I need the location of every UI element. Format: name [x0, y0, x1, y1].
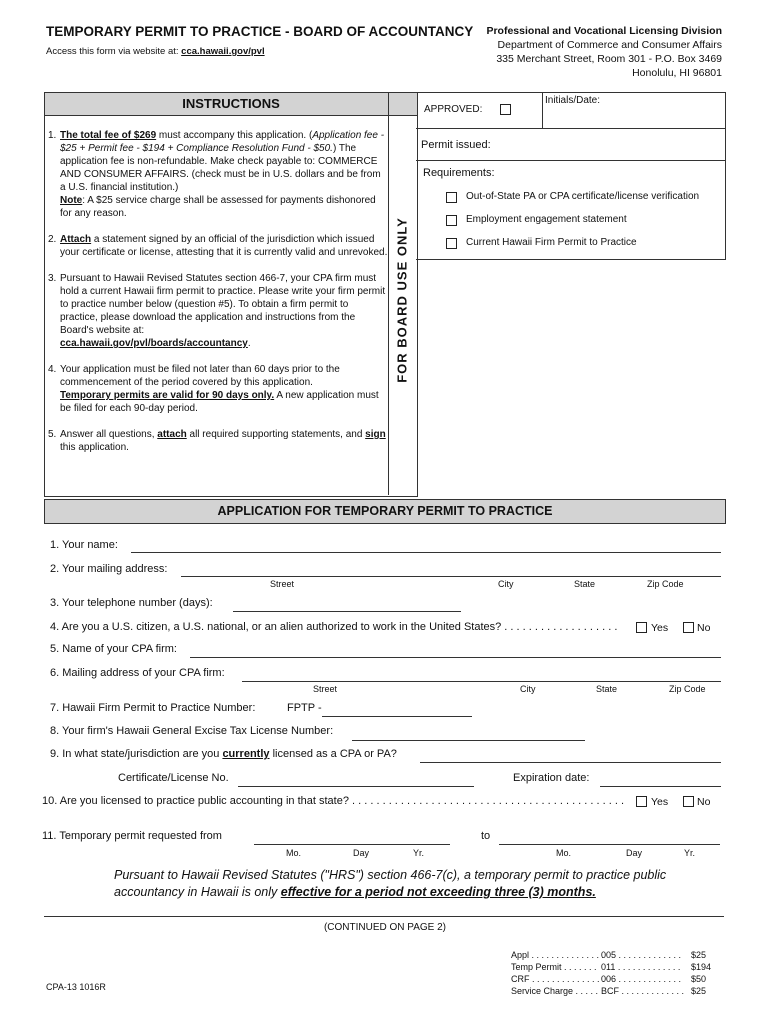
req3-label: Current Hawaii Firm Permit to Practice — [466, 237, 637, 248]
from-day: Day — [353, 848, 370, 858]
telephone-field[interactable] — [233, 611, 461, 612]
firm-zip-label: Zip Code — [669, 684, 706, 694]
q5-label: 5. Name of your CPA firm: — [50, 643, 177, 655]
instruction-3: 3. Pursuant to Hawaii Revised Statutes section 466-7, your CPA firm must hold a current Hawaii firm permit to practice. Please write your firm permit to practice number below (question #5). To obtain a firm permit to practice, please download the application and instructions from the Board's website at: cca.hawaii.gov/pvl/boards/accountancy. — [48, 273, 386, 349]
to-day: Day — [626, 848, 643, 858]
q4-yes-checkbox[interactable] — [636, 622, 647, 633]
initials-divider — [542, 92, 543, 128]
permit-divider — [416, 160, 725, 161]
form-title: TEMPORARY PERMIT TO PRACTICE - BOARD OF ACCOUNTANCY — [46, 24, 474, 39]
q4-no-checkbox[interactable] — [683, 622, 694, 633]
permit-to-field[interactable] — [499, 844, 720, 845]
instruction-1: 1. The total fee of $269 must accompany this application. (Application fee - $25 + Permit fee - $194 + Compliance Resolution Fund - $50.) The application fee is non-refundable. Make check payable to: COMMERCE AND CONSUMER AFFAIRS. (check must be in U.S. dollars and be from a U.S. financial institution.) Note: A $25 service charge shall be assessed for payments dishonored for any reason. — [48, 130, 385, 219]
board-row-divider — [416, 128, 725, 129]
req2-checkbox[interactable] — [446, 215, 457, 226]
name-field[interactable] — [131, 552, 721, 553]
footer-divider — [44, 916, 724, 917]
zip-label: Zip Code — [647, 579, 684, 589]
agency-block — [486, 24, 722, 80]
q2-label: 2. Your mailing address: — [50, 563, 168, 575]
application-heading: APPLICATION FOR TEMPORARY PERMIT TO PRACTICE — [44, 499, 726, 524]
to-yr: Yr. — [684, 848, 696, 858]
permit-from-field[interactable] — [254, 844, 450, 845]
approved-checkbox[interactable] — [500, 104, 511, 115]
q10-yes-label: Yes — [651, 796, 669, 808]
exp-date-field[interactable] — [600, 786, 721, 787]
street-label: Street — [270, 579, 295, 589]
from-mo: Mo. — [286, 848, 302, 858]
q9-label: 9. In what state/jurisdiction are you currently licensed as a CPA or PA? — [50, 748, 397, 760]
to-mo: Mo. — [556, 848, 572, 858]
instructions-list — [48, 129, 388, 454]
q10-no-label: No — [697, 796, 711, 808]
q10-no-checkbox[interactable] — [683, 796, 694, 807]
firm-city-label: City — [520, 684, 536, 694]
req2-label: Employment engagement statement — [466, 214, 627, 225]
from-yr: Yr. — [413, 848, 425, 858]
fptp-prefix: FPTP - — [287, 702, 322, 714]
exp-date-label: Expiration date: — [513, 772, 590, 784]
req1-checkbox[interactable] — [446, 192, 457, 203]
fee-row: Temp Permit . . . . . . . 011 . . . . . . . . . . . . . $194 — [511, 962, 712, 972]
state-label: State — [574, 579, 596, 589]
q10-label: 10. Are you licensed to practice public accounting in that state? . . . . . . . . . . . . . . . . . . . . . . . . . . . . . . . . . . . . . . . . . . . . . — [42, 795, 625, 807]
division-name: Professional and Vocational Licensing Division — [486, 25, 722, 37]
approved-label: APPROVED: — [424, 104, 483, 115]
q11-label: 11. Temporary permit requested from — [42, 830, 222, 842]
hrs-statement: Pursuant to Hawaii Revised Statutes ("HRS") section 466-7(c), a temporary permit to practice public accountancy in Hawaii is only effective for a period not exceeding three (3) months. — [114, 868, 667, 899]
state-jurisdiction-field[interactable] — [420, 762, 721, 763]
instruction-4: 4. Your application must be filed not later than 60 days prior to the commencement of the period covered by this application. Temporary permits are valid for 90 days only. A new application must be filed for each 90-day period. — [48, 364, 379, 414]
board-use-label: FOR BOARD USE ONLY — [394, 217, 410, 383]
firm-state-label: State — [596, 684, 618, 694]
fee-row: Service Charge . . . . . BCF . . . . . . . . . . . . . $25 — [511, 986, 707, 996]
instruction-5: 5. Answer all questions, attach all required supporting statements, and sign this application. — [48, 429, 386, 453]
q4-label: 4. Are you a U.S. citizen, a U.S. national, or an alien authorized to work in the United States? . . . . . . . . . . . . . . . . . . . — [50, 621, 618, 633]
excise-tax-field[interactable] — [352, 740, 585, 741]
fee-row: Appl . . . . . . . . . . . . . . .005 . . . . . . . . . . . . . $25 — [511, 950, 707, 960]
accountancy-url[interactable]: cca.hawaii.gov/pvl/boards/accountancy — [60, 338, 248, 349]
requirements-label: Requirements: — [423, 167, 495, 179]
q1-label: 1. Your name: — [50, 539, 118, 551]
firm-address-field[interactable] — [242, 681, 721, 682]
cpa-firm-name-field[interactable] — [190, 657, 721, 658]
req3-checkbox[interactable] — [446, 238, 457, 249]
continued-label: (CONTINUED ON PAGE 2) — [323, 922, 447, 933]
q6-label: 6. Mailing address of your CPA firm: — [50, 667, 225, 679]
access-line — [46, 46, 265, 57]
firm-permit-number-field[interactable] — [322, 716, 472, 717]
instruction-2: 2. Attach a statement signed by an official of the jurisdiction which issued your certificate or license, attesting that it is currently valid and unrevoked. — [48, 234, 388, 258]
permit-issued-label: Permit issued: — [421, 139, 491, 151]
address-line-2: Honolulu, HI 96801 — [632, 67, 722, 79]
cert-no-field[interactable] — [238, 786, 474, 787]
q7-label: 7. Hawaii Firm Permit to Practice Number: — [50, 702, 256, 714]
access-url[interactable]: cca.hawaii.gov/pvl — [181, 46, 265, 57]
city-label: City — [498, 579, 514, 589]
cert-no-label: Certificate/License No. — [118, 772, 229, 784]
q4-yes-label: Yes — [651, 622, 669, 634]
to-label: to — [481, 830, 491, 842]
initials-date-label: Initials/Date: — [545, 95, 601, 106]
q10-yes-checkbox[interactable] — [636, 796, 647, 807]
instructions-heading: INSTRUCTIONS — [45, 93, 417, 116]
firm-street-label: Street — [313, 684, 338, 694]
access-prefix: Access this form via website at: — [46, 46, 179, 57]
fee-row: CRF . . . . . . . . . . . . . . .006 . . . . . . . . . . . . . $50 — [511, 974, 707, 984]
mailing-address-field[interactable] — [181, 576, 721, 577]
total-fee: The total fee of $269 — [60, 130, 157, 141]
req1-label: Out-of-State PA or CPA certificate/license verification — [466, 191, 700, 202]
q3-label: 3. Your telephone number (days): — [50, 597, 213, 609]
address-line-1: 335 Merchant Street, Room 301 - P.O. Box 3469 — [496, 53, 722, 65]
q4-no-label: No — [697, 622, 711, 634]
q8-label: 8. Your firm's Hawaii General Excise Tax License Number: — [50, 725, 334, 737]
dept-name: Department of Commerce and Consumer Affairs — [497, 39, 722, 51]
form-id: CPA-13 1016R — [46, 982, 106, 992]
